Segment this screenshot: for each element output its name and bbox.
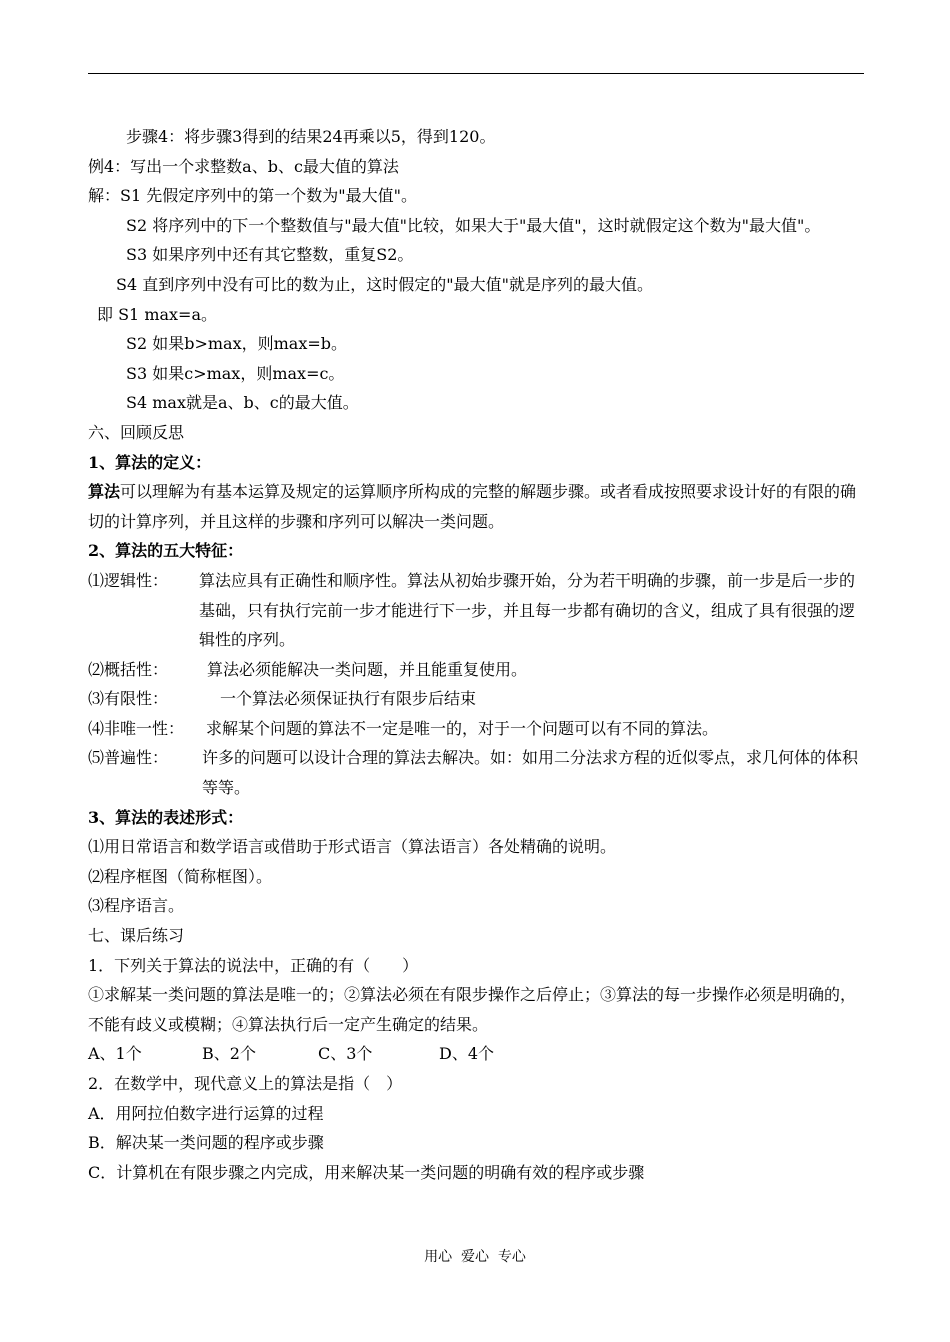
section-six-heading: 六、回顾反思 <box>88 422 185 442</box>
feature-item <box>88 655 864 685</box>
option-d: D、4个 <box>439 1044 495 1064</box>
solution-s4: S4 直到序列中没有可比的数为止，这时假定的"最大值"就是序列的最大值。 <box>116 274 653 294</box>
step-4-line: 步骤4：将步骤3得到的结果24再乘以5，得到120。 <box>126 127 496 146</box>
header-rule <box>88 73 864 74</box>
feature-item <box>88 714 864 744</box>
feature-text: 算法应具有正确性和顺序性。算法从初始步骤开始，分为若干明确的步骤，前一步是后一步的基础，只有执行完前一步才能进行下一步，并且每一步都有确切的含义，组成了具有很强的逻辑性的序列。 <box>199 570 856 650</box>
option-c: C、3个 <box>318 1044 373 1064</box>
formal-s1: 即 S1 max=a。 <box>97 304 217 324</box>
page-footer: 用心 爱心 专心 <box>424 1249 526 1265</box>
forms-item: ⑴用日常语言和数学语言或借助于形式语言（算法语言）各处精确的说明。 <box>88 837 617 857</box>
question-1-statements: ①求解某一类问题的算法是唯一的；②算法必须在有限步操作之后停止；③算法的每一步操作必须是明确的，不能有歧义或模糊；④算法执行后一定产生确定的结果。 <box>88 985 857 1034</box>
solution-s1: 解：S1 先假定序列中的第一个数为"最大值"。 <box>88 186 417 206</box>
definition-term: 算法 <box>88 482 121 502</box>
feature-item <box>88 743 864 802</box>
definition-paragraph <box>88 477 864 536</box>
question-2-option: A．用阿拉伯数字进行运算的过程 <box>88 1103 324 1123</box>
formal-s2: S2 如果b>max，则max=b。 <box>126 334 347 354</box>
features-heading: 2、算法的五大特征： <box>88 541 244 561</box>
formal-s3: S3 如果c>max，则max=c。 <box>126 363 345 383</box>
feature-label: ⑸普遍性： <box>88 748 169 768</box>
feature-label: ⑶有限性： <box>88 689 169 709</box>
feature-text: 求解某个问题的算法不一定是唯一的，对于一个问题可以有不同的算法。 <box>206 718 719 738</box>
feature-label: ⑷非唯一性： <box>88 718 185 738</box>
example-4-title: 例4：写出一个求整数a、b、c最大值的算法 <box>88 156 399 176</box>
feature-text: 许多的问题可以设计合理的算法去解决。如：如用二分法求方程的近似零点，求几何体的体积等等。 <box>202 748 859 798</box>
question-1-options <box>88 1039 864 1069</box>
exercises-heading: 七、课后练习 <box>88 926 185 946</box>
feature-text: 一个算法必须保证执行有限步后结束 <box>220 689 477 709</box>
feature-label: ⑴逻辑性： <box>88 570 169 590</box>
question-1: 1．下列关于算法的说法中，正确的有（ ） <box>88 955 419 975</box>
option-b: B、2个 <box>202 1044 256 1064</box>
forms-item: ⑶程序语言。 <box>88 896 185 916</box>
solution-s2: S2 将序列中的下一个整数值与"最大值"比较，如果大于"最大值"，这时就假定这个数为"最大值"。 <box>126 215 821 235</box>
option-a: A、1个 <box>88 1044 142 1064</box>
forms-item: ⑵程序框图（简称框图）。 <box>88 866 273 886</box>
feature-label: ⑵概括性： <box>88 659 169 679</box>
feature-item <box>88 566 864 655</box>
solution-s3: S3 如果序列中还有其它整数，重复S2。 <box>126 245 414 265</box>
feature-text: 算法必须能解决一类问题，并且能重复使用。 <box>207 659 528 679</box>
question-2-option: B．解决某一类问题的程序或步骤 <box>88 1133 324 1153</box>
formal-s4: S4 max就是a、b、c的最大值。 <box>126 393 359 413</box>
feature-item <box>88 684 864 714</box>
definition-heading: 1、算法的定义： <box>88 452 212 472</box>
document-body <box>88 122 864 1187</box>
forms-heading: 3、算法的表述形式： <box>88 807 244 827</box>
definition-text: 可以理解为有基本运算及规定的运算顺序所构成的完整的解题步骤。或者看成按照要求设计好的有限的确切的计算序列，并且这样的步骤和序列可以解决一类问题。 <box>88 482 857 531</box>
question-2-option: C．计算机在有限步骤之内完成，用来解决某一类问题的明确有效的程序或步骤 <box>88 1162 645 1182</box>
question-2: 2．在数学中，现代意义上的算法是指（ ） <box>88 1074 403 1093</box>
